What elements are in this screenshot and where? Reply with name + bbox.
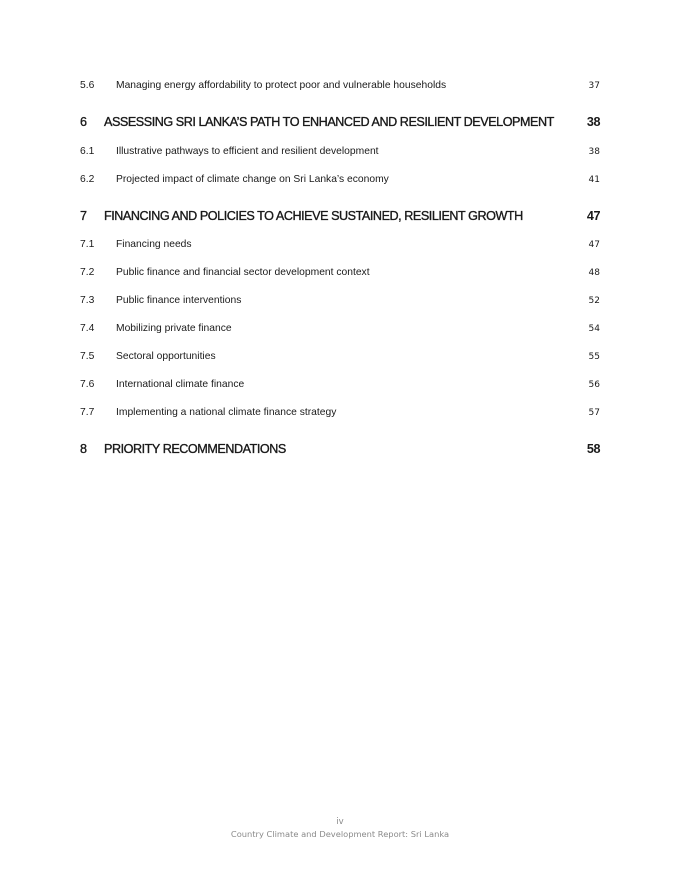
toc-entry-page: 37 <box>588 81 600 91</box>
toc-entry[interactable] <box>80 236 600 254</box>
toc-section-heading[interactable] <box>80 440 600 458</box>
toc-entry-number: 6.1 <box>80 146 95 157</box>
toc-entry-page: 54 <box>588 324 600 334</box>
toc-section-heading[interactable] <box>80 207 600 225</box>
toc-entry-number: 5.6 <box>80 80 95 91</box>
toc-entry-number: 7.4 <box>80 323 95 334</box>
toc-entry-number: 7.7 <box>80 407 95 418</box>
table-of-contents <box>80 0 600 880</box>
toc-entry[interactable] <box>80 292 600 310</box>
toc-entry-title: Projected impact of climate change on Sri Lanka’s economy <box>116 174 389 185</box>
toc-section-number: 8 <box>80 442 87 456</box>
toc-section-page: 38 <box>586 115 600 129</box>
toc-entry-title: Sectoral opportunities <box>116 351 216 362</box>
toc-entry-title: Public finance and financial sector development context <box>116 267 370 278</box>
toc-entry-title: Illustrative pathways to efficient and resilient development <box>116 146 379 157</box>
toc-entry-number: 7.1 <box>80 239 95 250</box>
toc-section-title: PRIORITY RECOMMENDATIONS <box>104 442 286 456</box>
toc-entry-title: Public finance interventions <box>116 295 242 306</box>
toc-entry-page: 41 <box>588 175 600 185</box>
toc-section-number: 7 <box>80 209 87 223</box>
toc-entry[interactable] <box>80 404 600 422</box>
toc-entry[interactable] <box>80 171 600 189</box>
toc-entry-title: Managing energy affordability to protect poor and vulnerable households <box>116 80 447 91</box>
toc-section-page: 47 <box>586 209 600 223</box>
footer-page-number: iv <box>336 817 344 827</box>
toc-entry[interactable] <box>80 143 600 161</box>
toc-entry-page: 57 <box>588 408 600 418</box>
toc-entry-number: 7.5 <box>80 351 95 362</box>
toc-entry-number: 7.3 <box>80 295 95 306</box>
toc-entry[interactable] <box>80 376 600 394</box>
toc-entry-title: Implementing a national climate finance strategy <box>116 407 337 418</box>
toc-entry[interactable] <box>80 348 600 366</box>
toc-entry-page: 55 <box>588 352 600 362</box>
toc-entry-number: 6.2 <box>80 174 95 185</box>
footer-report-title: Country Climate and Development Report: Sri Lanka <box>230 829 450 839</box>
toc-entry[interactable] <box>80 77 600 95</box>
toc-entry[interactable] <box>80 264 600 282</box>
toc-entry-page: 47 <box>588 240 600 250</box>
toc-entry-page: 52 <box>588 296 600 306</box>
toc-entry[interactable] <box>80 320 600 338</box>
toc-section-page: 58 <box>586 442 600 456</box>
toc-entry-title: Financing needs <box>116 239 192 250</box>
toc-entry-number: 7.6 <box>80 379 95 390</box>
toc-section-heading[interactable] <box>80 113 600 131</box>
toc-section-number: 6 <box>80 115 87 129</box>
toc-entry-title: International climate finance <box>116 379 245 390</box>
toc-entry-title: Mobilizing private finance <box>116 323 232 334</box>
toc-entry-page: 48 <box>588 268 600 278</box>
toc-section-title: ASSESSING SRI LANKA’S PATH TO ENHANCED AND RESILIENT DEVELOPMENT <box>104 115 554 129</box>
toc-entry-number: 7.2 <box>80 267 95 278</box>
toc-entry-page: 56 <box>588 380 600 390</box>
toc-entry-page: 38 <box>588 147 600 157</box>
toc-section-title: FINANCING AND POLICIES TO ACHIEVE SUSTAINED, RESILIENT GROWTH <box>104 209 523 223</box>
